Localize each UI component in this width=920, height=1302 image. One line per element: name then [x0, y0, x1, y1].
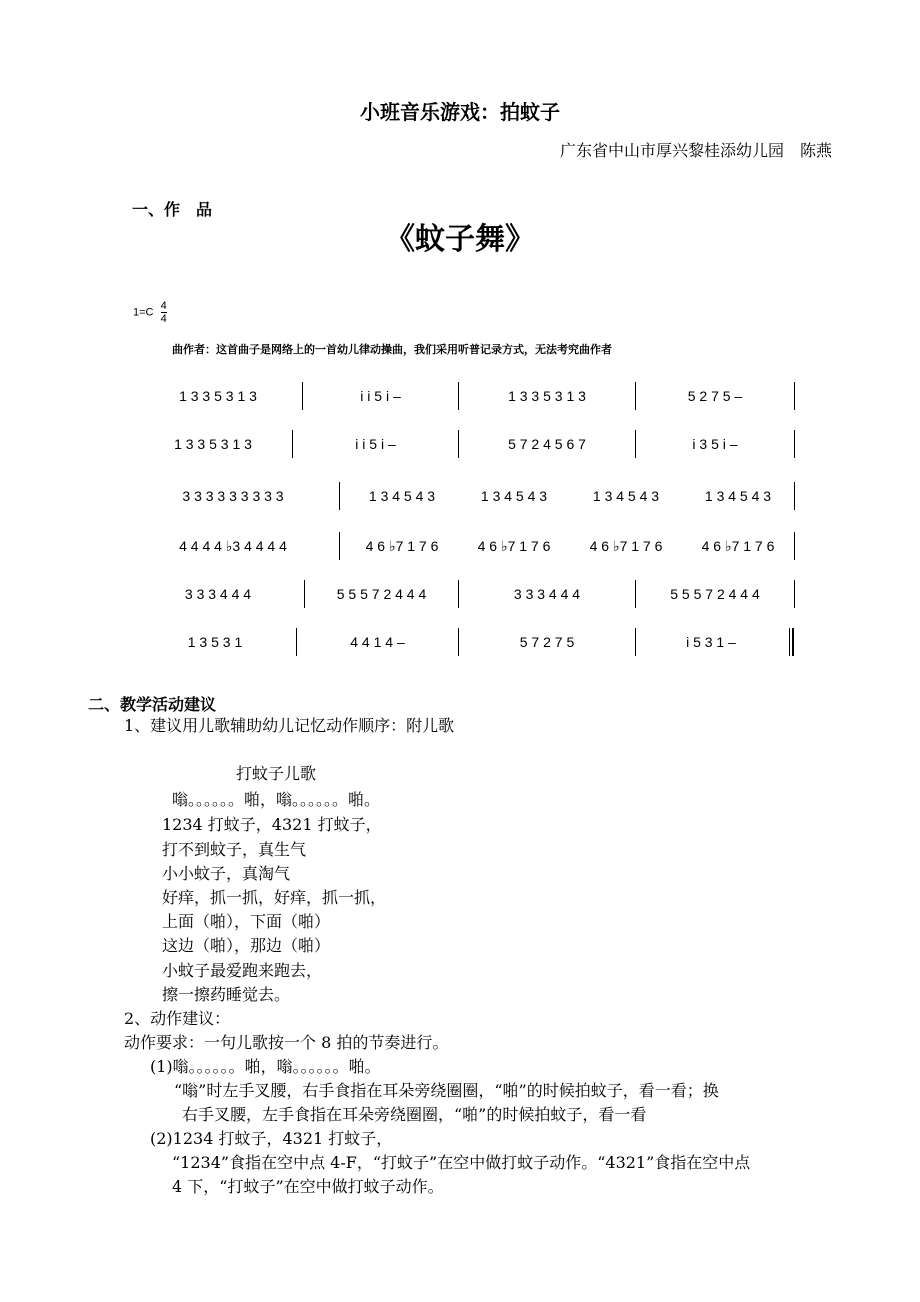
final-bar-line	[792, 628, 794, 656]
measure: 1 3 4 5 4 3	[704, 488, 772, 504]
measure: 4 6 ♭7 1 7 6	[589, 537, 663, 554]
score-row-1	[134, 378, 798, 414]
bar-line	[794, 430, 795, 458]
time-sig-top: 4	[160, 300, 167, 312]
poem-line: 小蚊子最爱跑来跑去，	[162, 961, 323, 980]
bar-line	[794, 580, 795, 608]
bar-line	[789, 628, 790, 656]
bar-line	[339, 532, 340, 560]
score-row-4	[134, 528, 798, 564]
composer-credit: 曲作者：这首曲子是网络上的一首幼儿律动操曲，我们采用听普记录方式，无法考究曲作者	[172, 343, 612, 356]
time-signature	[161, 300, 167, 325]
measure: 3 3 3 4 4 4	[513, 586, 581, 602]
bar-line	[794, 532, 795, 560]
measure: 1 3 3 5 3 1 3	[508, 388, 586, 404]
step-2-desc: 4 下，“打蚊子”在空中做打蚊子动作。	[172, 1177, 444, 1196]
poem-title: 打蚊子儿歌	[236, 764, 317, 783]
poem-line: 上面（啪），下面（啪）	[162, 912, 331, 931]
measure: i i 5 i –	[360, 388, 401, 404]
poem-line: 小小蚊子，真淘气	[162, 864, 291, 883]
measure: 1 3 3 5 3 1 3	[174, 436, 252, 452]
suggestion-2: 2、动作建议：	[124, 1009, 231, 1028]
measure: i 5 3 1 –	[686, 634, 736, 650]
measure: 5 2 7 5 –	[687, 388, 743, 404]
measure: 1 3 4 5 4 3	[368, 488, 436, 504]
poem-line: 1234 打蚊子，4321 打蚊子，	[162, 815, 382, 834]
song-title: 《蚊子舞》	[385, 222, 535, 257]
bar-line	[794, 482, 795, 510]
measure: 5 7 2 7 5	[519, 634, 575, 650]
score-row-6	[134, 624, 798, 660]
bar-line	[339, 482, 340, 510]
measure: 4 4 1 4 –	[350, 634, 405, 650]
score-row-3	[134, 478, 798, 514]
measure: 1 3 4 5 4 3	[592, 488, 660, 504]
section-1-heading: 一、作 品	[132, 200, 213, 219]
measure: 3 3 3 3 3 3 3 3 3	[182, 488, 284, 504]
score-row-5	[134, 576, 798, 612]
section-2-heading: 二、教学活动建议	[88, 695, 217, 714]
measure: 4 4 4 4 ♭3 4 4 4 4	[179, 537, 287, 554]
poem-line: 擦一擦药睡觉去。	[162, 985, 291, 1004]
poem-line: 这边（啪），那边（啪）	[162, 936, 331, 955]
measure: 1 3 3 5 3 1 3	[179, 388, 257, 404]
measure: 1 3 4 5 4 3	[480, 488, 548, 504]
measure: 1 3 5 3 1	[187, 634, 243, 650]
step-1-desc: 右手叉腰，左手食指在耳朵旁绕圈圈，“啪”的时候拍蚊子，看一看	[182, 1105, 647, 1124]
score-row-2	[134, 426, 798, 462]
poem-line: 打不到蚊子，真生气	[162, 840, 307, 859]
measure: 4 6 ♭7 1 7 6	[701, 537, 775, 554]
measure: 5 5 5 7 2 4 4 4	[670, 586, 760, 602]
measure: 5 5 5 7 2 4 4 4	[336, 586, 427, 602]
measure: 4 6 ♭7 1 7 6	[365, 537, 439, 554]
poem-line: 嗡。。。。。。啪，嗡。。。。。。啪。	[172, 790, 381, 809]
key-label: 1=C	[133, 306, 154, 319]
page-title: 小班音乐游戏：拍蚊子	[360, 100, 560, 124]
step-2: (2)1234 打蚊子，4321 打蚊子，	[150, 1129, 393, 1148]
action-requirement: 动作要求：一句儿歌按一个 8 拍的节奏进行。	[124, 1033, 449, 1052]
measure: 4 6 ♭7 1 7 6	[477, 537, 551, 554]
measure: 5 7 2 4 5 6 7	[508, 436, 586, 452]
time-sig-bottom: 4	[160, 313, 167, 325]
measure: i 3 5 i –	[692, 436, 738, 452]
numbered-score	[134, 370, 798, 670]
suggestion-1: 1、建议用儿歌辅助幼儿记忆动作顺序：附儿歌	[124, 716, 455, 735]
step-1: (1)嗡。。。。。。啪，嗡。。。。。。啪。	[150, 1057, 381, 1076]
step-2-desc: “1234”食指在空中点 4-F，“打蚊子”在空中做打蚊子动作。“4321”食指在空中点	[172, 1153, 751, 1172]
author-line: 广东省中山市厚兴黎桂添幼儿园 陈燕	[559, 141, 832, 160]
step-1-desc: “嗡”时左手叉腰，右手食指在耳朵旁绕圈圈，“啪”的时候拍蚊子，看一看；换	[174, 1081, 719, 1100]
measure: i i 5 i –	[355, 436, 396, 452]
bar-line	[794, 382, 795, 410]
poem-line: 好痒，抓一抓，好痒，抓一抓，	[162, 888, 387, 907]
measure: 3 3 3 4 4 4	[184, 586, 252, 602]
key-signature	[133, 300, 167, 325]
